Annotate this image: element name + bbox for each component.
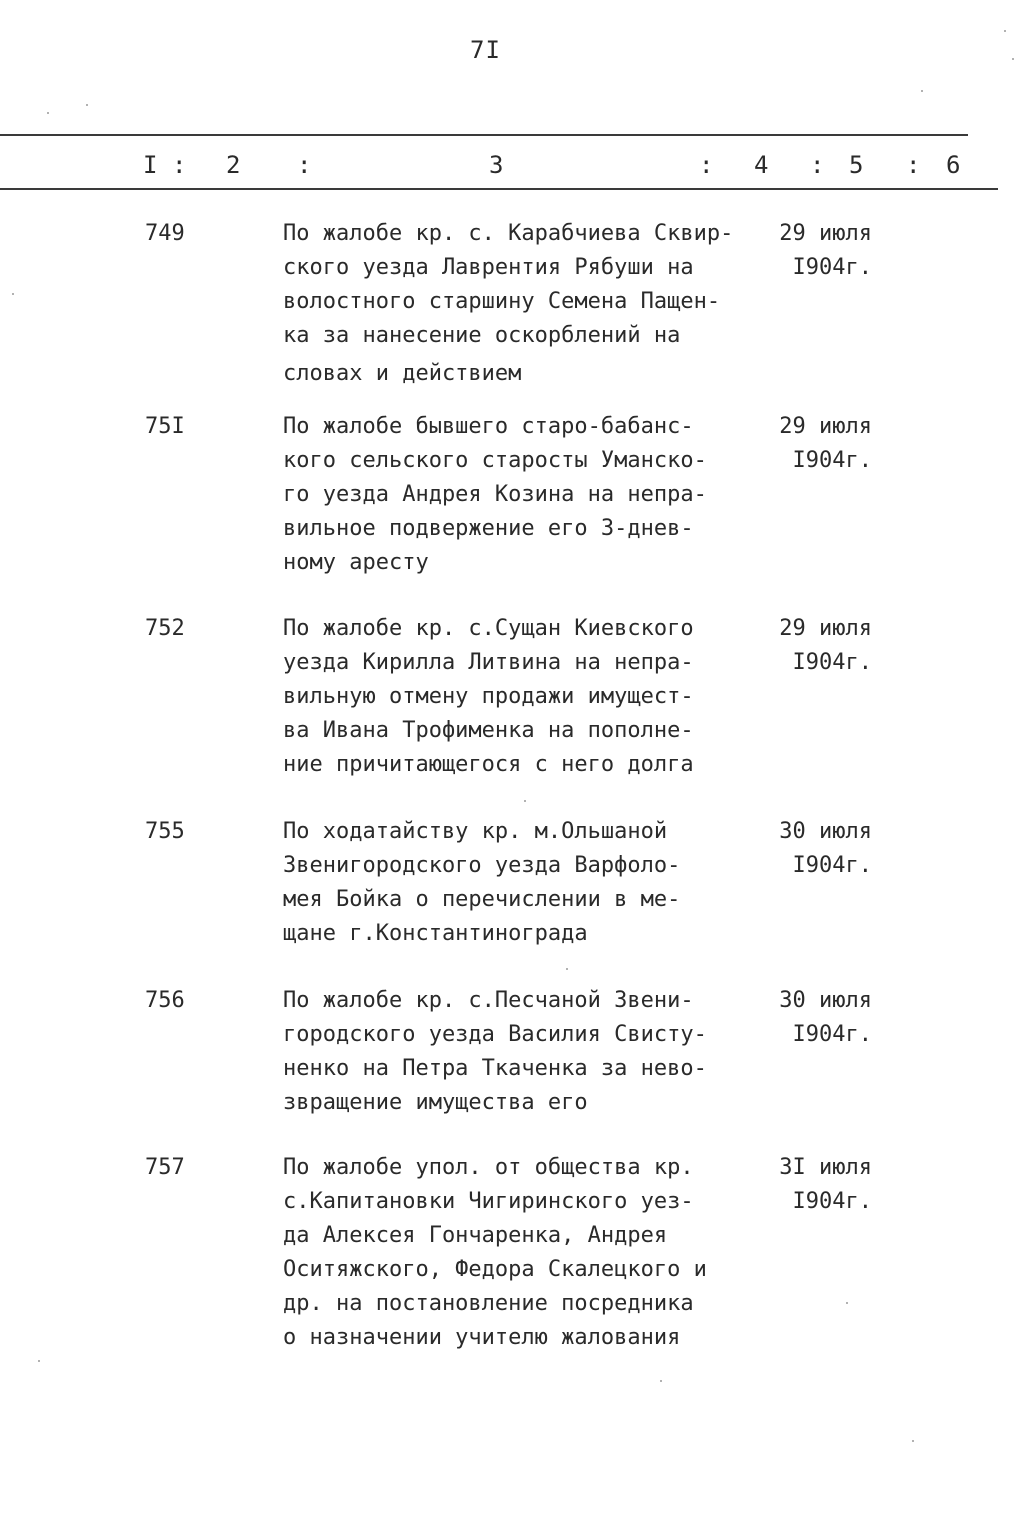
scan-speck xyxy=(12,293,14,295)
description-line: По жалобе кр. с.Песчаной Звени- xyxy=(283,988,694,1013)
description-line: По ходатайству кр. м.Ольшаной xyxy=(283,819,668,844)
description-line: вильную отмену продажи имущест- xyxy=(283,684,694,709)
description-line: ка за нанесение оскорблений на xyxy=(283,323,681,348)
header-col-5: 5 xyxy=(849,151,864,179)
record-number: 757 xyxy=(145,1155,185,1180)
record-description xyxy=(283,815,733,951)
record-date xyxy=(712,217,872,285)
description-line: Звенигородского уезда Варфоло- xyxy=(283,853,681,878)
description-line: ва Ивана Трофименка на пополне- xyxy=(283,718,694,743)
description-line: го уезда Андрея Козина на непра- xyxy=(283,482,707,507)
description-line: ние причитающегося с него долга xyxy=(283,752,694,777)
description-line: ненко на Петра Ткаченка за нево- xyxy=(283,1056,707,1081)
header-col-3: 3 xyxy=(489,151,504,179)
header-col-4: 4 xyxy=(754,151,769,179)
scan-speck xyxy=(524,800,526,802)
table-header-rule xyxy=(0,188,998,190)
date-year: I904г. xyxy=(792,1022,872,1047)
record-number: 756 xyxy=(145,988,185,1013)
date-year: I904г. xyxy=(792,853,872,878)
header-separator: : xyxy=(297,151,312,179)
header-separator: : xyxy=(906,151,921,179)
date-day: 29 июля xyxy=(779,414,872,439)
description-line: вильное подвержение его 3-днев- xyxy=(283,516,694,541)
description-line: словах и действием xyxy=(283,361,522,386)
description-line: ского уезда Лаврентия Рябуши на xyxy=(283,255,694,280)
date-day: 3I июля xyxy=(779,1155,872,1180)
date-year: I904г. xyxy=(792,650,872,675)
date-day: 30 июля xyxy=(779,988,872,1013)
description-line: городского уезда Василия Свисту- xyxy=(283,1022,707,1047)
description-line: По жалобе кр. с. Карабчиева Сквир- xyxy=(283,221,734,246)
record-date xyxy=(712,815,872,883)
description-line: По жалобе кр. с.Сущан Киевского xyxy=(283,616,694,641)
description-line: звращение имущества его xyxy=(283,1090,588,1115)
description-line: мея Бойка о перечислении в ме- xyxy=(283,887,681,912)
date-day: 30 июля xyxy=(779,819,872,844)
header-separator: : xyxy=(172,151,187,179)
date-year: I904г. xyxy=(792,448,872,473)
record-description xyxy=(283,410,733,580)
record-date xyxy=(712,984,872,1052)
record-number: 749 xyxy=(145,221,185,246)
header-separator: : xyxy=(810,151,825,179)
record-description xyxy=(283,612,733,782)
description-line: др. на постановление посредника xyxy=(283,1291,694,1316)
record-description xyxy=(283,984,733,1120)
scan-speck xyxy=(1004,30,1006,32)
header-col-1: I xyxy=(143,151,158,179)
description-line: о назначении учителю жалования xyxy=(283,1325,681,1350)
scan-speck xyxy=(38,1360,40,1362)
description-line: щане г.Константинограда xyxy=(283,921,588,946)
header-col-6: 6 xyxy=(946,151,961,179)
table-top-rule xyxy=(0,134,968,136)
date-year: I904г. xyxy=(792,255,872,280)
description-line: По жалобе упол. от общества кр. xyxy=(283,1155,694,1180)
description-line: с.Капитановки Чигиринского уез- xyxy=(283,1189,694,1214)
header-col-2: 2 xyxy=(226,151,241,179)
record-date xyxy=(712,410,872,478)
record-number: 75I xyxy=(145,414,185,439)
record-date xyxy=(712,612,872,680)
record-number: 755 xyxy=(145,819,185,844)
scan-speck xyxy=(566,968,568,970)
description-line: уезда Кирилла Литвина на непра- xyxy=(283,650,694,675)
description-line: да Алексея Гончаренка, Андрея xyxy=(283,1223,668,1248)
record-date xyxy=(712,1151,872,1219)
date-day: 29 июля xyxy=(779,616,872,641)
description-line: ному аресту xyxy=(283,550,429,575)
record-description xyxy=(283,217,733,391)
scan-speck xyxy=(47,112,49,114)
scan-speck xyxy=(86,104,88,106)
page-number: 7I xyxy=(470,36,501,64)
date-day: 29 июля xyxy=(779,221,872,246)
scan-speck xyxy=(912,1440,914,1442)
record-number: 752 xyxy=(145,616,185,641)
description-line: кого сельского старосты Уманско- xyxy=(283,448,707,473)
description-line: Оситяжского, Федора Скалецкого и xyxy=(283,1257,707,1282)
description-line: волостного старшину Семена Пащен- xyxy=(283,289,721,314)
scan-speck xyxy=(1012,58,1014,60)
record-description xyxy=(283,1151,733,1355)
scan-speck xyxy=(660,1380,662,1382)
scan-speck xyxy=(846,1302,848,1304)
description-line: По жалобе бывшего старо-бабанс- xyxy=(283,414,694,439)
scan-speck xyxy=(921,90,923,92)
header-separator: : xyxy=(699,151,714,179)
date-year: I904г. xyxy=(792,1189,872,1214)
